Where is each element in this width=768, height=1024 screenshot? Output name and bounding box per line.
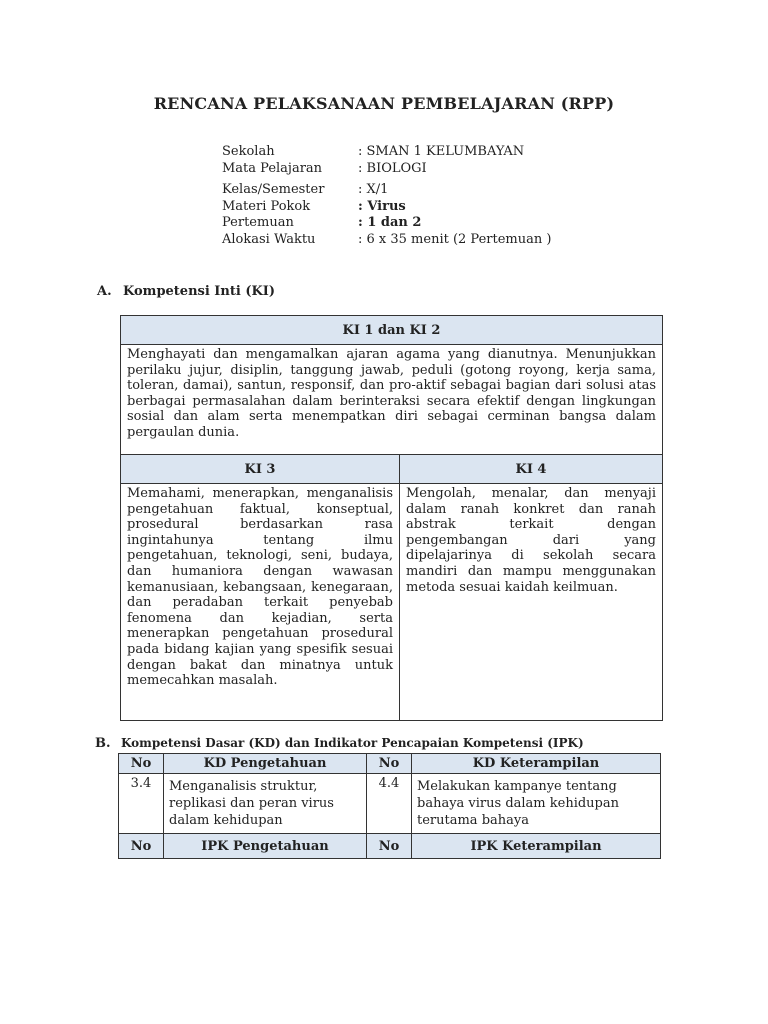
info-row-materi-pokok — [222, 199, 551, 216]
section-b-heading — [95, 736, 584, 751]
kd-col-keterampilan: KD Keterampilan — [412, 754, 661, 774]
kd-table — [118, 753, 661, 859]
info-label: Mata Pelajaran — [222, 160, 323, 176]
ipk-col-pengetahuan: IPK Pengetahuan — [164, 834, 367, 859]
ki3-header: KI 3 — [121, 455, 400, 484]
kd-col-pengetahuan: KD Pengetahuan — [164, 754, 367, 774]
ki12-text: Menghayati dan mengamalkan ajaran agama yang dianutnya. Menunjukkan perilaku jujur, disiplin, tanggung jawab, peduli (gotong royong, kerja sama, toleran, damai), santun, responsif, dan pro-aktif sebagai bagian dari solusi atas berbagai permasalahan dalam berinteraksi secara efektif dengan lingkungan sosial dan alam serta menempatkan diri sebagai cerminan bangsa dalam pergaulan dunia. — [121, 345, 663, 455]
section-letter: B. — [95, 736, 111, 751]
info-row-mata-pelajaran — [222, 161, 551, 178]
info-value: : 6 x 35 menit (2 Pertemuan ) — [358, 231, 552, 247]
document-title: RENCANA PELAKSANAAN PEMBELAJARAN (RPP) — [153, 94, 615, 113]
info-label: Materi Pokok — [222, 198, 311, 214]
kd-k-text: Melakukan kampanye tentang bahaya virus dalam kehidupan terutama bahaya — [412, 774, 661, 834]
ipk-col-no: No — [367, 834, 412, 859]
section-title: Kompetensi Inti (KI) — [123, 284, 275, 299]
info-value: : X/1 — [358, 182, 389, 197]
ki4-text: Mengolah, menalar, dan menyaji dalam ranah konkret dan ranah abstrak terkait dengan pengembangan dari yang dipelajarinya di sekolah secara mandiri dan mampu menggunakan metoda sesuai kaidah keilmuan. — [400, 484, 663, 721]
kd-col-no: No — [367, 754, 412, 774]
kd-col-no: No — [119, 754, 164, 774]
ipk-col-keterampilan: IPK Keterampilan — [412, 834, 661, 859]
ipk-col-no: No — [119, 834, 164, 859]
kd-p-text: Menganalisis struktur, replikasi dan peran virus dalam kehidupan — [164, 774, 367, 834]
section-letter: A. — [97, 284, 112, 299]
section-title: Kompetensi Dasar (KD) dan Indikator Pencapaian Kompetensi (IPK) — [121, 736, 584, 750]
kd-p-no: 3.4 — [119, 774, 164, 834]
info-label: Sekolah — [222, 144, 275, 159]
info-label: Pertemuan — [222, 215, 294, 230]
info-row-pertemuan — [222, 215, 551, 232]
info-block — [222, 144, 551, 248]
info-value: : SMAN 1 KELUMBAYAN — [358, 144, 525, 159]
info-label: Kelas/Semester — [222, 182, 325, 197]
info-label: Alokasi Waktu — [222, 231, 316, 247]
info-row-sekolah — [222, 144, 551, 161]
ki12-header: KI 1 dan KI 2 — [121, 316, 663, 345]
section-a-heading — [97, 284, 275, 299]
info-value: : BIOLOGI — [358, 160, 427, 176]
info-value: : Virus — [358, 198, 406, 214]
info-value: : 1 dan 2 — [358, 215, 422, 230]
info-row-kelas-semester — [222, 182, 551, 199]
kd-k-no: 4.4 — [367, 774, 412, 834]
ki3-text: Memahami, menerapkan, menganalisis pengetahuan faktual, konseptual, prosedural berdasarkan rasa ingintahunya tentang ilmu pengetahuan, teknologi, seni, budaya, dan humaniora dengan wawasan kemanusiaan, kebangsaan, kenegaraan, dan peradaban terkait penyebab fenomena dan kejadian, serta menerapkan pengetahuan prosedural pada bidang kajian yang spesifik sesuai dengan bakat dan minatnya untuk memecahkan masalah. — [121, 484, 400, 721]
ki4-header: KI 4 — [400, 455, 663, 484]
info-row-alokasi-waktu — [222, 232, 551, 249]
ki-table — [120, 315, 663, 721]
